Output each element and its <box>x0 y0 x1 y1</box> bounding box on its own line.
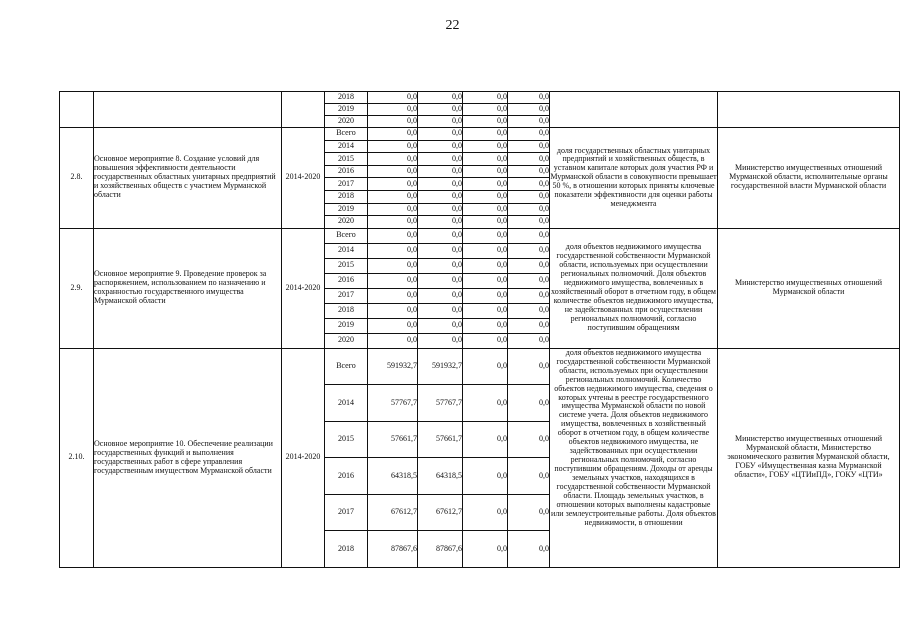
value-cell: 0,0 <box>508 318 550 333</box>
value-cell: 0,0 <box>418 153 463 166</box>
executor-cell <box>718 92 900 128</box>
year-cell: 2019 <box>325 104 368 116</box>
executor-text: Министерство имущественных отношений Мурманской области, исполнительные органы государственной власти Мурманской области <box>718 128 900 229</box>
value-cell: 57661,7 <box>418 421 463 458</box>
value-cell: 0,0 <box>508 333 550 348</box>
year-cell: 2016 <box>325 458 368 495</box>
value-cell: 0,0 <box>463 190 508 203</box>
value-cell: 0,0 <box>418 178 463 191</box>
value-cell: 0,0 <box>418 288 463 303</box>
table-row <box>60 348 900 385</box>
value-cell: 0,0 <box>418 273 463 288</box>
year-cell: 2018 <box>325 531 368 568</box>
value-cell: 0,0 <box>368 128 418 141</box>
value-cell: 0,0 <box>368 116 418 128</box>
item-period: 2014-2020 <box>282 128 325 229</box>
year-cell: 2014 <box>325 243 368 258</box>
value-cell: 0,0 <box>368 243 418 258</box>
value-cell: 0,0 <box>463 228 508 243</box>
value-cell: 0,0 <box>418 333 463 348</box>
item-number: 2.8. <box>60 128 94 229</box>
value-cell: 0,0 <box>508 258 550 273</box>
year-cell: 2017 <box>325 288 368 303</box>
year-cell: 2018 <box>325 92 368 104</box>
year-cell: 2018 <box>325 190 368 203</box>
value-cell: 0,0 <box>368 92 418 104</box>
year-cell: 2015 <box>325 421 368 458</box>
value-cell: 0,0 <box>418 104 463 116</box>
value-cell: 0,0 <box>508 203 550 216</box>
value-cell: 0,0 <box>463 116 508 128</box>
item-name: Основное мероприятие 8. Создание условий для повышения эффективности деятельности государственных областных унитарных предприятий и хозяйственных обществ с участием Мурманской области <box>94 128 282 229</box>
value-cell: 0,0 <box>368 228 418 243</box>
value-cell: 0,0 <box>368 165 418 178</box>
value-cell: 0,0 <box>463 288 508 303</box>
value-cell: 67612,7 <box>368 494 418 531</box>
year-cell: 2015 <box>325 153 368 166</box>
year-cell: Всего <box>325 128 368 141</box>
value-cell: 0,0 <box>418 116 463 128</box>
value-cell: 0,0 <box>418 165 463 178</box>
value-cell: 57767,7 <box>418 385 463 422</box>
value-cell: 64318,5 <box>368 458 418 495</box>
indicator-text: доля объектов недвижимого имущества государственной собственности Мурманской области, используемых при осуществлении региональных полномочий. Доля объектов недвижимого имущества, вовлеченных в хозяйственный оборот в отчетном году, в общем количестве объектов недвижимого имущества, не задействованных при осуществлении региональных полномочий, согласно поступившим обращениям <box>550 228 718 348</box>
value-cell: 0,0 <box>418 228 463 243</box>
year-cell: 2019 <box>325 203 368 216</box>
value-cell: 0,0 <box>463 203 508 216</box>
value-cell: 0,0 <box>368 273 418 288</box>
year-cell: 2019 <box>325 318 368 333</box>
value-cell: 0,0 <box>368 190 418 203</box>
value-cell: 0,0 <box>508 190 550 203</box>
value-cell: 0,0 <box>463 128 508 141</box>
indicator-text: доля объектов недвижимого имущества государственной собственности Мурманской области, используемых при осуществлении региональных полномочий. Количество объектов недвижимого имущества, сведения о которых учтены в реестре государственного имущества Мурманской области по новой системе учета. Доля объектов недвижимого имущества, вовлеченных в хозяйственный оборот в отчетном году, в общем количестве объектов недвижимого имущества, не задействованных при осуществлении региональных полномочий, согласно поступившим обращениям. Доходы от аренды земельных участков, находящихся в государственной собственности Мурманской области. Площадь земельных участков, в отношении которых выполнены кадастровые или землеустроительные работы. Доля объектов недвижимости, в отношении <box>550 348 718 567</box>
item-name: Основное мероприятие 9. Проведение проверок за распоряжением, использованием по назначению и сохранностью государственного имущества Мурманской области <box>94 228 282 348</box>
value-cell: 0,0 <box>508 140 550 153</box>
value-cell: 57661,7 <box>368 421 418 458</box>
year-cell: 2020 <box>325 216 368 229</box>
table-row <box>60 92 900 104</box>
value-cell: 0,0 <box>463 92 508 104</box>
value-cell: 0,0 <box>368 140 418 153</box>
indicator-text: доля государственных областных унитарных предприятий и хозяйственных обществ, в уставном капитале которых доля участия РФ и Мурманской области в совокупности превышает 50 %, в отношении которых приняты ключевые показатели эффективности для оценки работы менеджмента <box>550 128 718 229</box>
indicator-cell <box>550 92 718 128</box>
value-cell: 0,0 <box>463 243 508 258</box>
year-cell: 2014 <box>325 385 368 422</box>
value-cell: 0,0 <box>508 104 550 116</box>
value-cell: 0,0 <box>418 243 463 258</box>
year-cell: 2014 <box>325 140 368 153</box>
table-row <box>60 128 900 141</box>
value-cell: 0,0 <box>418 128 463 141</box>
value-cell: 0,0 <box>418 303 463 318</box>
value-cell: 0,0 <box>463 104 508 116</box>
value-cell: 0,0 <box>508 178 550 191</box>
value-cell: 0,0 <box>463 458 508 495</box>
value-cell: 0,0 <box>463 385 508 422</box>
value-cell: 0,0 <box>463 140 508 153</box>
value-cell: 0,0 <box>508 458 550 495</box>
value-cell: 0,0 <box>368 258 418 273</box>
value-cell: 0,0 <box>368 178 418 191</box>
value-cell: 87867,6 <box>368 531 418 568</box>
item-period: 2014-2020 <box>282 348 325 567</box>
period-cell <box>282 92 325 128</box>
value-cell: 0,0 <box>418 190 463 203</box>
value-cell: 0,0 <box>508 303 550 318</box>
value-cell: 0,0 <box>463 216 508 229</box>
value-cell: 0,0 <box>368 104 418 116</box>
value-cell: 0,0 <box>508 288 550 303</box>
year-cell: 2020 <box>325 333 368 348</box>
item-number: 2.10. <box>60 348 94 567</box>
value-cell: 0,0 <box>418 203 463 216</box>
value-cell: 0,0 <box>463 165 508 178</box>
name-cell <box>94 92 282 128</box>
value-cell: 0,0 <box>508 494 550 531</box>
value-cell: 0,0 <box>463 318 508 333</box>
value-cell: 0,0 <box>463 178 508 191</box>
value-cell: 0,0 <box>463 333 508 348</box>
value-cell: 87867,6 <box>418 531 463 568</box>
value-cell: 0,0 <box>508 92 550 104</box>
value-cell: 0,0 <box>508 165 550 178</box>
value-cell: 0,0 <box>368 203 418 216</box>
value-cell: 0,0 <box>368 333 418 348</box>
value-cell: 0,0 <box>508 421 550 458</box>
value-cell: 67612,7 <box>418 494 463 531</box>
value-cell: 57767,7 <box>368 385 418 422</box>
value-cell: 0,0 <box>418 140 463 153</box>
value-cell: 0,0 <box>463 303 508 318</box>
year-cell: Всего <box>325 228 368 243</box>
value-cell: 0,0 <box>508 153 550 166</box>
year-cell: 2016 <box>325 273 368 288</box>
value-cell: 0,0 <box>463 348 508 385</box>
value-cell: 0,0 <box>463 153 508 166</box>
program-table <box>59 91 900 568</box>
table-row <box>60 228 900 243</box>
value-cell: 0,0 <box>463 494 508 531</box>
year-cell: 2020 <box>325 116 368 128</box>
item-number: 2.9. <box>60 228 94 348</box>
value-cell: 0,0 <box>368 318 418 333</box>
value-cell: 0,0 <box>508 228 550 243</box>
value-cell: 0,0 <box>508 531 550 568</box>
value-cell: 0,0 <box>368 216 418 229</box>
page-number: 22 <box>445 18 460 33</box>
year-cell: Всего <box>325 348 368 385</box>
value-cell: 0,0 <box>463 273 508 288</box>
year-cell: 2015 <box>325 258 368 273</box>
value-cell: 0,0 <box>508 385 550 422</box>
value-cell: 64318,5 <box>418 458 463 495</box>
executor-text: Министерство имущественных отношений Мурманской области <box>718 228 900 348</box>
value-cell: 591932,7 <box>368 348 418 385</box>
value-cell: 0,0 <box>508 273 550 288</box>
year-cell: 2017 <box>325 178 368 191</box>
number-cell <box>60 92 94 128</box>
value-cell: 0,0 <box>368 153 418 166</box>
item-name: Основное мероприятие 10. Обеспечение реализации государственных функций и выполнения государственных работ в сфере управления государственным имуществом Мурманской области <box>94 348 282 567</box>
value-cell: 0,0 <box>368 288 418 303</box>
value-cell: 0,0 <box>463 531 508 568</box>
year-cell: 2016 <box>325 165 368 178</box>
value-cell: 591932,7 <box>418 348 463 385</box>
item-period: 2014-2020 <box>282 228 325 348</box>
value-cell: 0,0 <box>418 92 463 104</box>
value-cell: 0,0 <box>418 216 463 229</box>
value-cell: 0,0 <box>418 258 463 273</box>
year-cell: 2018 <box>325 303 368 318</box>
value-cell: 0,0 <box>463 421 508 458</box>
value-cell: 0,0 <box>508 216 550 229</box>
value-cell: 0,0 <box>463 258 508 273</box>
year-cell: 2017 <box>325 494 368 531</box>
value-cell: 0,0 <box>508 128 550 141</box>
value-cell: 0,0 <box>508 348 550 385</box>
value-cell: 0,0 <box>418 318 463 333</box>
value-cell: 0,0 <box>508 243 550 258</box>
value-cell: 0,0 <box>508 116 550 128</box>
value-cell: 0,0 <box>368 303 418 318</box>
executor-text: Министерство имущественных отношений Мурманской области, Министерство экономического развития Мурманской области, ГОБУ «Имущественная казна Мурманской области», ГОБУ «ЦТИиПД», ГОКУ «ЦТИ» <box>718 348 900 567</box>
